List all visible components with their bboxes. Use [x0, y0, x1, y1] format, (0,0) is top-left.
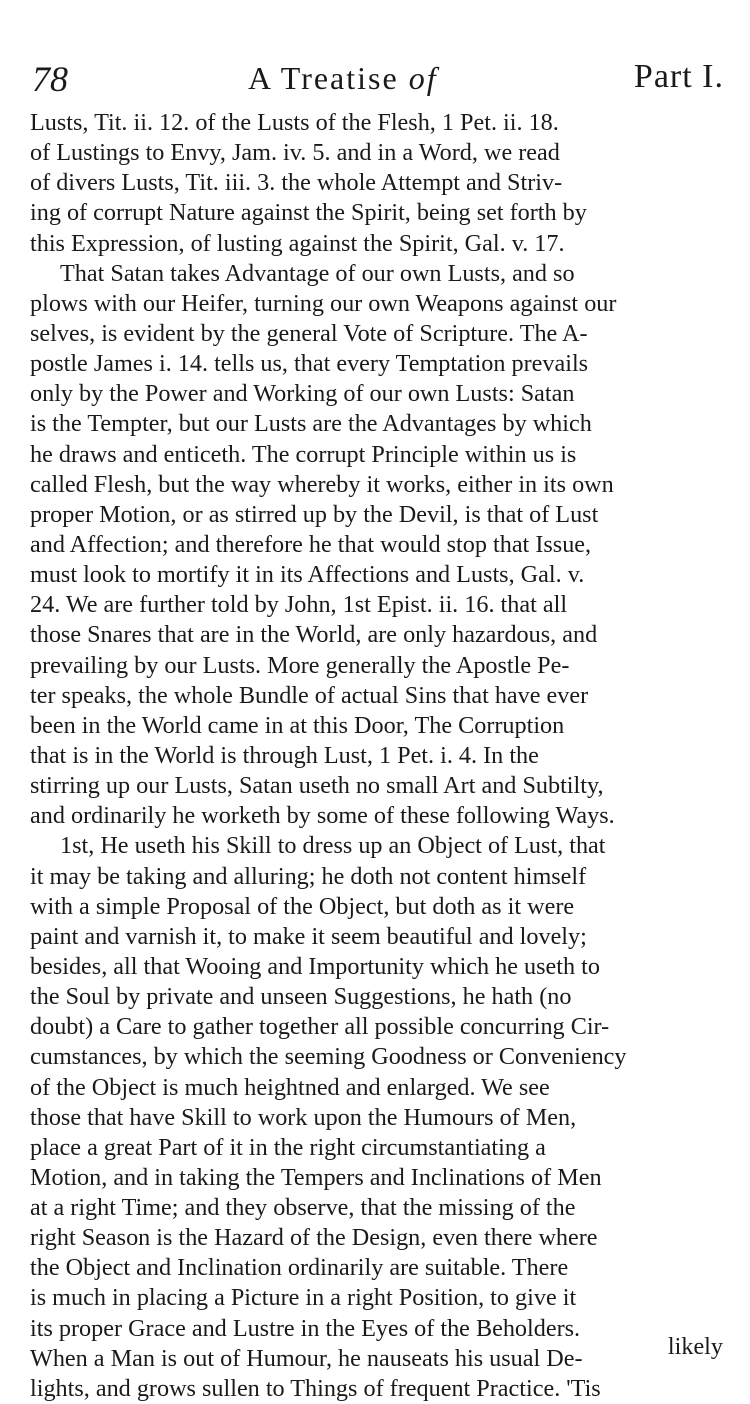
- text-line: ter speaks, the whole Bundle of actual Sins that have ever: [30, 681, 589, 709]
- text-line: besides, all that Wooing and Importunity which he useth to: [30, 952, 600, 980]
- text-line: Motion, and in taking the Tempers and Inclinations of Men: [30, 1163, 602, 1191]
- running-title-main: A Treatise: [248, 60, 399, 96]
- text-line: of the Object is much heightned and enlarged. We see: [30, 1073, 550, 1101]
- text-line: called Flesh, but the way whereby it works, either in its own: [30, 470, 614, 498]
- text-line: been in the World came in at this Door, The Corruption: [30, 711, 565, 739]
- text-line: at a right Time; and they observe, that the missing of the: [30, 1194, 576, 1222]
- text-line: those Snares that are in the World, are only hazardous, and: [30, 621, 598, 649]
- catchword: likely: [667, 1333, 723, 1360]
- text-line: right Season is the Hazard of the Design, even there where: [30, 1224, 598, 1252]
- body-text: [30, 108, 720, 1404]
- text-line: the Soul by private and unseen Suggestions, he hath (no: [30, 983, 572, 1011]
- text-line: 1st, He useth his Skill to dress up an Object of Lust, that: [60, 832, 606, 860]
- text-line: it may be taking and alluring; he doth not content himself: [30, 862, 587, 890]
- text-line: of divers Lusts, Tit. iii. 3. the whole Attempt and Striv-: [30, 169, 563, 197]
- running-head: [28, 58, 724, 110]
- text-line: prevailing by our Lusts. More generally the Apostle Pe-: [30, 651, 570, 679]
- text-line: must look to mortify it in its Affections and Lusts, Gal. v.: [30, 561, 585, 589]
- text-line: he draws and enticeth. The corrupt Principle within us is: [30, 440, 577, 468]
- text-line: with a simple Proposal of the Object, but doth as it were: [30, 892, 575, 920]
- text-line: and ordinarily he worketh by some of these following Ways.: [30, 802, 615, 830]
- text-line: its proper Grace and Lustre in the Eyes of the Beholders.: [30, 1314, 581, 1342]
- text-line: the Object and Inclination ordinarily are suitable. There: [30, 1254, 569, 1282]
- text-line: lights, and grows sullen to Things of frequent Practice. 'Tis: [30, 1374, 601, 1402]
- text-line: is the Tempter, but our Lusts are the Advantages by which: [30, 410, 592, 438]
- running-title-of: of: [408, 60, 438, 96]
- text-line: place a great Part of it in the right circumstantiating a: [30, 1133, 546, 1161]
- text-line: cumstances, by which the seeming Goodness or Conveniency: [30, 1043, 627, 1071]
- text-line: ing of corrupt Nature against the Spirit, being set forth by: [30, 199, 587, 227]
- part-label: Part I.: [633, 58, 724, 95]
- text-line: those that have Skill to work upon the Humours of Men,: [30, 1103, 577, 1131]
- text-line: paint and varnish it, to make it seem beautiful and lovely;: [30, 922, 587, 950]
- text-line: that is in the World is through Lust, 1 Pet. i. 4. In the: [30, 741, 539, 769]
- text-line: Lusts, Tit. ii. 12. of the Lusts of the Flesh, 1 Pet. ii. 18.: [30, 109, 559, 136]
- text-line: 24. We are further told by John, 1st Epist. ii. 16. that all: [30, 591, 568, 619]
- text-line: When a Man is out of Humour, he nauseats his usual De-: [30, 1344, 583, 1372]
- page-number: 78: [32, 59, 68, 99]
- text-line: of Lustings to Envy, Jam. iv. 5. and in a Word, we read: [30, 139, 560, 167]
- text-line: doubt) a Care to gather together all possible concurring Cir-: [30, 1013, 610, 1041]
- text-line: only by the Power and Working of our own Lusts: Satan: [30, 380, 575, 408]
- text-line: and Affection; and therefore he that would stop that Issue,: [30, 530, 592, 558]
- text-line: plows with our Heifer, turning our own Weapons against our: [30, 289, 617, 317]
- text-line: this Expression, of lusting against the Spirit, Gal. v. 17.: [30, 229, 565, 257]
- text-line: That Satan takes Advantage of our own Lusts, and so: [60, 259, 575, 287]
- text-line: proper Motion, or as stirred up by the Devil, is that of Lust: [30, 500, 599, 528]
- running-title: [248, 60, 438, 97]
- text-line: is much in placing a Picture in a right Position, to give it: [30, 1284, 577, 1312]
- text-line: stirring up our Lusts, Satan useth no small Art and Subtilty,: [30, 772, 604, 800]
- text-line: postle James i. 14. tells us, that every Temptation prevails: [30, 350, 589, 378]
- text-line: selves, is evident by the general Vote of Scripture. The A-: [30, 319, 588, 347]
